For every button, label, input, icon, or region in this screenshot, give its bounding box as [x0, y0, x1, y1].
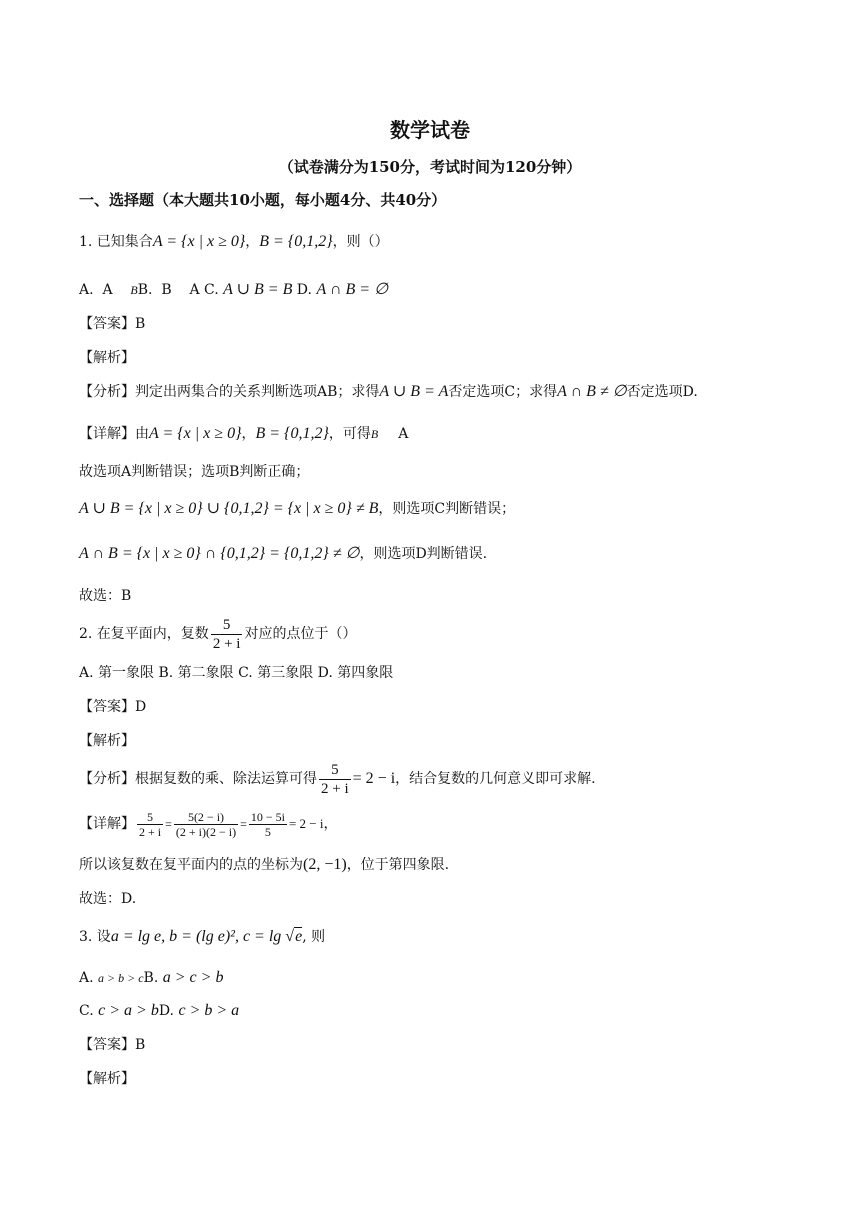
q2-options: A. 第一象限 B. 第二象限 C. 第三象限 D. 第四象限: [79, 665, 394, 681]
q2-f1-den: 2 + i: [139, 824, 162, 839]
q2-coord: (2, −1): [303, 856, 347, 873]
q2-fenxi-pre: 【分析】根据复数的乘、除法运算可得: [79, 771, 317, 787]
q2-frac-2: [174, 810, 238, 839]
q1-set-b: B = {0,1,2}: [259, 233, 333, 250]
q1-fenxi-pre: 【分析】判定出两集合的关系判断选项AB；求得: [79, 384, 380, 400]
q1-inter-line: [79, 544, 487, 564]
q1-stem-post: ，则（）: [332, 234, 389, 250]
q2-f2-num: 5(2 − i): [187, 809, 225, 824]
q3-opt-b-expr: a > c > b: [162, 969, 224, 986]
q3-opt-c-label: C.: [79, 1003, 94, 1019]
q2-stem-pre: 2. 在复平面内，复数: [79, 626, 209, 642]
q1-inter-post: ，则选项D判断错误.: [359, 546, 488, 562]
q1-fenxi-expr2: A ∩ B ≠ ∅: [557, 383, 627, 400]
q1-opt-c-expr: A ∪ B = B: [223, 281, 293, 298]
q1-xiangjie-expr-b: B = {0,1,2}: [255, 425, 329, 442]
q1-line-ab: 故选项A判断错误；选项B判断正确；: [79, 464, 310, 480]
q2-f1-num: 5: [147, 809, 154, 824]
q1-xiangjie-mid: ，可得: [328, 426, 371, 442]
q1-opt-d-expr: A ∩ B = ∅: [316, 281, 388, 298]
q2-analysis-label: 【解析】: [79, 733, 135, 749]
q2-frac-1: [137, 810, 163, 839]
q2-fenxi-eq: = 2 − i: [352, 770, 396, 787]
q1-xiangjie-expr-a: A = {x | x ≥ 0}: [149, 425, 242, 442]
q1-fenxi-expr1: A ∪ B = A: [379, 383, 449, 400]
q1-union-post: ，则选项C判断错误；: [378, 501, 516, 517]
q1-xiangjie: [79, 424, 408, 444]
exam-info: （试卷满分为150分，考试时间为120分钟）: [278, 158, 582, 176]
q2-conclusion: 故选：D.: [79, 891, 137, 907]
q1-conclusion: 故选：B: [79, 588, 132, 604]
q2-f2-den: (2 + i)(2 − i): [175, 824, 237, 839]
q1-fenxi-mid: 否定选项C；求得: [448, 384, 558, 400]
q3-stem-post: , 则: [302, 929, 326, 945]
q3-options-ab: [79, 968, 223, 988]
q2-f3-den: 5: [249, 824, 287, 839]
q1-union-line: [79, 499, 515, 519]
q1-answer: 【答案】B: [79, 316, 146, 332]
q3-options-cd: [79, 1001, 239, 1021]
q2-coord-post: ，位于第四象限.: [346, 857, 450, 873]
q1-set-a: A = {x | x ≥ 0}: [152, 233, 246, 250]
q1-union-expr: A ∪ B = {x | x ≥ 0} ∪ {0,1,2} = {x | x ≥ 0} ≠ B: [79, 500, 379, 517]
q2-stem: [79, 614, 356, 654]
q1-opt-b: B. B A C.: [137, 282, 219, 298]
q2-fraction: [211, 616, 243, 653]
q1-opt-a-expr: B: [130, 283, 138, 297]
q2-frac-num: 5: [222, 616, 231, 633]
q1-sep: ，: [245, 234, 260, 250]
q1-opt-d: D.: [292, 282, 312, 298]
q2-answer: 【答案】D: [79, 699, 147, 715]
q2-frac-den: 2 + i: [212, 635, 241, 652]
q3-opt-b-label: B.: [143, 970, 159, 986]
q3-analysis-label: 【解析】: [79, 1071, 135, 1087]
q1-inter-expr: A ∩ B = {x | x ≥ 0} ∩ {0,1,2} = {0,1,2} ≠ ∅: [79, 545, 360, 562]
q3-stem-sqrt: e: [295, 928, 303, 945]
q3-stem-pre: 3. 设: [79, 929, 111, 945]
q2-xiangjie-label: 【详解】: [79, 816, 135, 832]
q2-fenxi-post: ，结合复数的几何意义即可求解.: [395, 771, 596, 787]
q1-stem-pre: 1. 已知集合: [79, 234, 153, 250]
q2-stem-post: 对应的点位于（）: [244, 626, 357, 642]
q1-stem: [79, 232, 389, 252]
q3-opt-d-label: D.: [158, 1003, 175, 1019]
q1-options: [79, 280, 388, 300]
q2-xiangjie: 【详解】 $\frac{5}{2 + i}$ = $\frac{5(2 - i)}{(2 + i)(2 - i)}$ = $\frac{10 - 5i}{5}$ = 2 − i，: [79, 809, 338, 839]
q2-fenxi-num: 5: [331, 761, 339, 778]
q1-fenxi: [79, 382, 698, 402]
q3-opt-a-expr: a > b > c: [98, 971, 144, 985]
q2-f3-num: 10 − 5i: [250, 809, 285, 824]
q2-fenxi-den: 2 + i: [321, 780, 349, 797]
q2-xiangjie-tail: = 2 − i: [288, 816, 324, 831]
q2-coord-line: [79, 855, 449, 875]
section-heading: 一、选择题（本大题共10小题，每小题4分、共40分）: [79, 191, 447, 209]
q1-analysis-label: 【解析】: [79, 350, 135, 366]
q1-xiangjie-pre: 【详解】由: [79, 426, 149, 442]
q3-opt-a-label: A.: [79, 970, 94, 986]
q3-stem: [79, 927, 325, 947]
q3-sqrt-sign: √: [285, 928, 295, 945]
q2-frac-3: [249, 810, 287, 839]
q1-xiangjie-b: B: [370, 427, 379, 441]
q1-xiangjie-a: A: [398, 426, 409, 442]
q3-answer: 【答案】B: [79, 1037, 146, 1053]
q2-coord-pre: 所以该复数在复平面内的点的坐标为: [79, 857, 303, 873]
q3-opt-d-expr: c > b > a: [178, 1002, 240, 1019]
q3-opt-c-expr: c > a > b: [98, 1002, 159, 1019]
q2-fenxi-fraction: [319, 761, 351, 798]
q3-stem-expr: a = lg e, b = (lg e)², c = lg: [110, 928, 286, 945]
page-title: 数学试卷: [390, 118, 470, 142]
q2-xiangjie-comma: ，: [323, 816, 338, 832]
q1-fenxi-post: 否定选项D.: [626, 384, 698, 400]
q2-fenxi: [79, 759, 596, 799]
q1-xiangjie-sep: ，: [241, 426, 256, 442]
q1-opt-a: A. A: [79, 282, 131, 298]
